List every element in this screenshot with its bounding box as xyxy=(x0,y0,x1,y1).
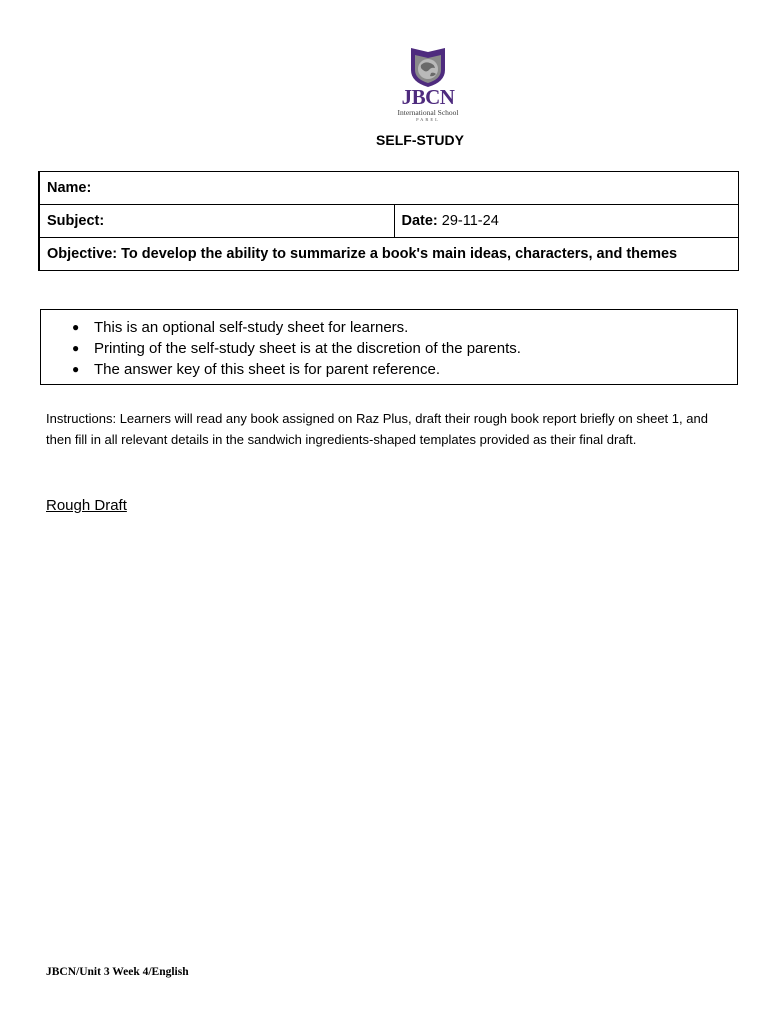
objective-row xyxy=(39,238,739,271)
note-text: This is an optional self-study sheet for learners. xyxy=(94,319,409,336)
notes-box xyxy=(40,309,738,385)
name-label: Name: xyxy=(47,180,92,196)
date-cell[interactable] xyxy=(394,205,739,238)
objective-text: Objective: To develop the ability to summarize a book's main ideas, characters, and themes xyxy=(47,246,678,262)
bullet-icon: ● xyxy=(72,341,80,355)
date-value: 29-11-24 xyxy=(437,213,499,229)
date-label: Date: xyxy=(401,213,438,229)
bullet-icon: ● xyxy=(72,320,80,334)
school-logo xyxy=(388,46,468,126)
notes-list xyxy=(41,317,737,380)
list-item xyxy=(41,359,737,380)
note-text: The answer key of this sheet is for parent reference. xyxy=(94,361,441,378)
subject-cell[interactable] xyxy=(39,205,394,238)
note-text: Printing of the self-study sheet is at the discretion of the parents. xyxy=(94,340,521,357)
bullet-icon: ● xyxy=(72,362,80,376)
list-item xyxy=(41,338,737,359)
shield-globe-icon xyxy=(409,46,447,88)
logo-name: JBCN xyxy=(401,85,455,109)
page-footer: JBCN/Unit 3 Week 4/English xyxy=(46,966,189,978)
instructions-paragraph: Instructions: Learners will read any book assigned on Raz Plus, draft their rough book report briefly on sheet 1, and then fill in all relevant details in the sandwich ingredients-shaped templates provided as their final draft. xyxy=(46,411,708,447)
rough-draft-heading: Rough Draft xyxy=(46,497,127,514)
page-title: SELF-STUDY xyxy=(376,132,464,148)
name-row xyxy=(39,172,739,205)
logo-city: PAREL xyxy=(416,117,440,122)
objective-cell xyxy=(39,238,739,271)
subject-date-row xyxy=(39,205,739,238)
list-item xyxy=(41,317,737,338)
name-cell[interactable] xyxy=(39,172,739,205)
student-info-table xyxy=(38,171,739,271)
logo-subtitle: International School xyxy=(397,108,459,117)
subject-label: Subject: xyxy=(47,213,105,229)
